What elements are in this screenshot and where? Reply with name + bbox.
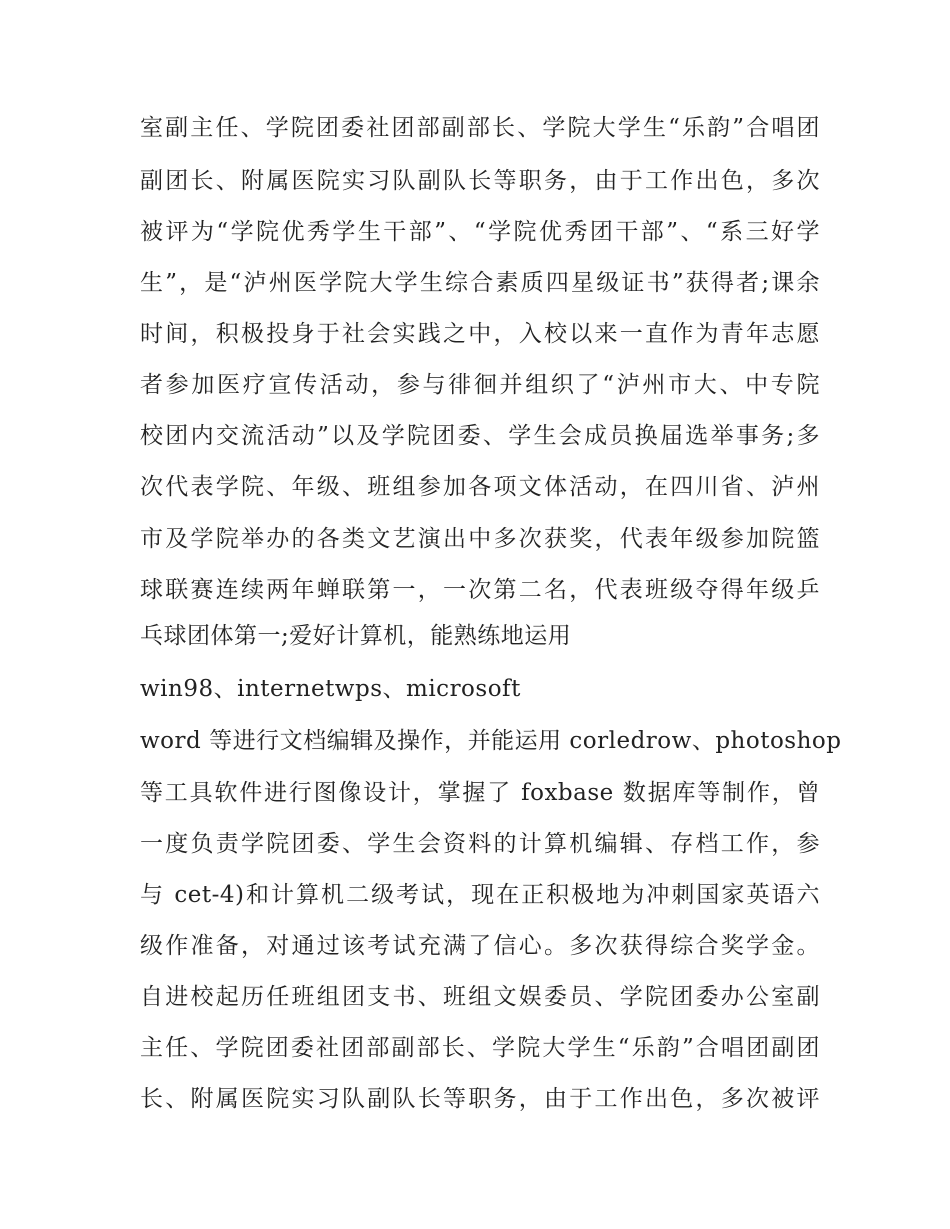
text-line: 者参加医疗宣传活动，参与徘徊并组织了“泸州市大、中专院 — [140, 372, 820, 398]
text-line: 自进校起历任班组团支书、班组文娱委员、学院团委办公室副 — [140, 984, 820, 1010]
text-line: 副团长、附属医院实习队副队长等职务，由于工作出色，多次 — [140, 168, 820, 194]
text-line: 一度负责学院团委、学生会资料的计算机编辑、存档工作，参 — [140, 831, 820, 857]
text-line: 被评为“学院优秀学生干部”、“学院优秀团干部”、“系三好学 — [140, 219, 820, 245]
text-line: 校团内交流活动”以及学院团委、学生会成员换届选举事务;多 — [140, 423, 820, 449]
text-line: 市及学院举办的各类文艺演出中多次获奖，代表年级参加院篮 — [140, 526, 820, 552]
text-line: 级作准备，对通过该考试充满了信心。多次获得综合奖学金。 — [140, 933, 820, 959]
text-line: 生”，是“泸州医学院大学生综合素质四星级证书”获得者;课余 — [140, 270, 820, 296]
text-line: 室副主任、学院团委社团部副部长、学院大学生“乐韵”合唱团 — [140, 115, 820, 141]
text-line: 等工具软件进行图像设计，掌握了 foxbase 数据库等制作，曾 — [140, 780, 820, 806]
text-line: word 等进行文档编辑及操作，并能运用 corledrow、photoshop — [140, 728, 842, 754]
text-line: 乓球团体第一;爱好计算机，能熟练地运用 — [140, 623, 572, 649]
text-line: 球联赛连续两年蝉联第一，一次第二名，代表班级夺得年级乒 — [140, 577, 820, 603]
text-line: 长、附属医院实习队副队长等职务，由于工作出色，多次被评 — [140, 1086, 820, 1112]
text-line: win98、internetwps、microsoft — [140, 676, 521, 702]
text-line: 与 cet-4)和计算机二级考试，现在正积极地为冲刺国家英语六 — [140, 882, 820, 908]
text-line: 时间，积极投身于社会实践之中，入校以来一直作为青年志愿 — [140, 321, 820, 347]
text-line: 次代表学院、年级、班组参加各项文体活动，在四川省、泸州 — [140, 474, 820, 500]
text-line: 主任、学院团委社团部副部长、学院大学生“乐韵”合唱团副团 — [140, 1035, 820, 1061]
